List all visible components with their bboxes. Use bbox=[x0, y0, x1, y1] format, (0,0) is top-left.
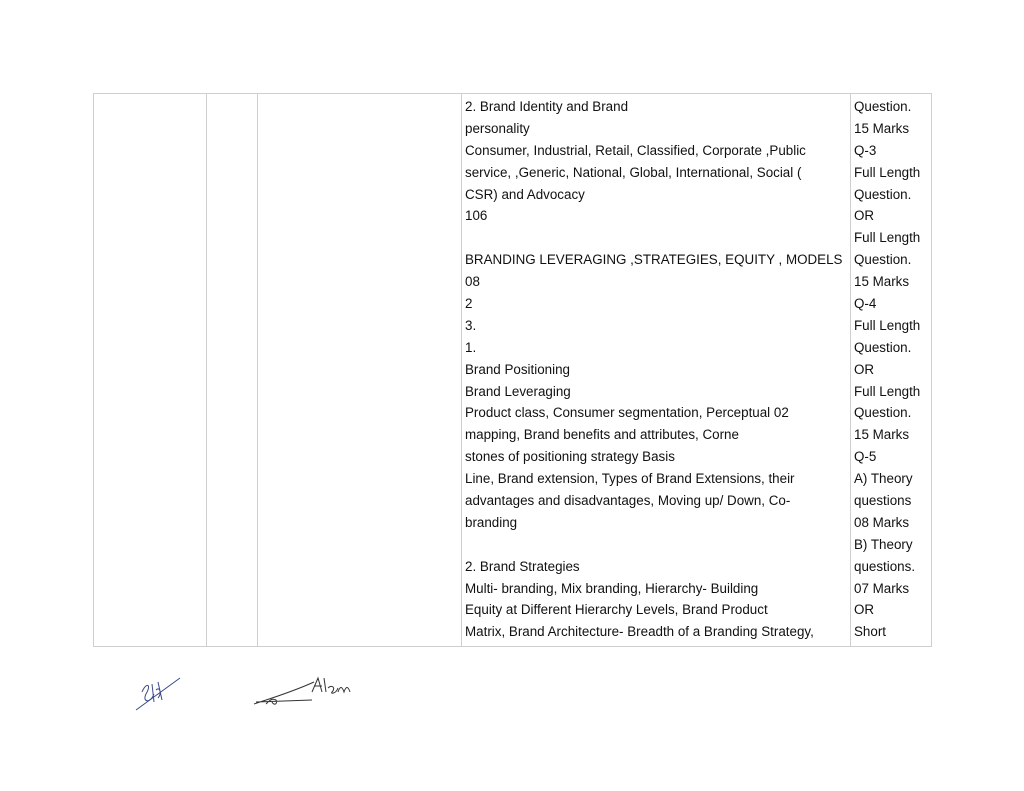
content-cell bbox=[462, 94, 851, 647]
exam-line: questions bbox=[854, 493, 912, 509]
content-line: 1. bbox=[465, 339, 477, 355]
empty-cell-col3 bbox=[258, 94, 462, 647]
empty-cell-col2 bbox=[207, 94, 258, 647]
content-line bbox=[465, 227, 847, 249]
content-line: BRANDING LEVERAGING ,STRATEGIES, EQUITY , MODELS bbox=[465, 252, 843, 268]
exam-line: 07 Marks bbox=[854, 580, 910, 596]
content-line: Consumer, Industrial, Retail, Classified, Corporate ,Public bbox=[465, 142, 806, 158]
exam-line: Question. bbox=[854, 252, 912, 268]
exam-line: A) Theory bbox=[854, 471, 913, 487]
exam-line: Question. bbox=[854, 99, 912, 114]
exam-line: Q-4 bbox=[854, 296, 877, 312]
exam-line: Full Length bbox=[854, 164, 921, 180]
signature-1 bbox=[132, 672, 184, 714]
exam-line: 15 Marks bbox=[854, 274, 910, 290]
content-line: 08 bbox=[465, 274, 480, 290]
exam-line: Question. bbox=[854, 405, 912, 421]
signature-2 bbox=[252, 674, 356, 708]
content-line: Equity at Different Hierarchy Levels, Brand Product bbox=[465, 602, 768, 618]
exam-line: Q-5 bbox=[854, 449, 877, 465]
content-line: Product class, Consumer segmentation, Perceptual 02 bbox=[465, 405, 789, 421]
content-line: 2. Brand Identity and Brand bbox=[465, 99, 629, 114]
content-line: stones of positioning strategy Basis bbox=[465, 449, 675, 465]
table-row bbox=[94, 94, 932, 647]
exam-line: Full Length bbox=[854, 317, 921, 333]
content-line: mapping, Brand benefits and attributes, Corne bbox=[465, 427, 739, 443]
exam-line: Question. bbox=[854, 186, 912, 202]
exam-line: Short bbox=[854, 624, 887, 640]
content-line bbox=[465, 534, 847, 556]
exam-line: OR bbox=[854, 602, 875, 618]
exam-line: OR bbox=[854, 208, 875, 224]
exam-line: 15 Marks bbox=[854, 120, 910, 136]
content-line: Brand Leveraging bbox=[465, 383, 571, 399]
content-line: advantages and disadvantages, Moving up/ Down, Co- bbox=[465, 493, 791, 509]
content-line: 3. bbox=[465, 317, 477, 333]
exam-line: B) Theory bbox=[854, 536, 913, 552]
exam-line: 08 Marks bbox=[854, 514, 910, 530]
exam-pattern-cell bbox=[851, 94, 932, 647]
exam-line: Full Length bbox=[854, 383, 921, 399]
content-line: 106 bbox=[465, 208, 488, 224]
content-line: Matrix, Brand Architecture- Breadth of a Branding Strategy, bbox=[465, 624, 814, 640]
content-line: Line, Brand extension, Types of Brand Extensions, their bbox=[465, 471, 795, 487]
syllabus-table bbox=[93, 93, 932, 647]
empty-cell-col1 bbox=[94, 94, 207, 647]
exam-line: Full Length bbox=[854, 230, 921, 246]
content-line: 2 bbox=[465, 296, 473, 312]
content-line: CSR) and Advocacy bbox=[465, 186, 585, 202]
exam-line: Question. bbox=[854, 339, 912, 355]
content-line: 2. Brand Strategies bbox=[465, 558, 580, 574]
content-line: Multi- branding, Mix branding, Hierarchy- Building bbox=[465, 580, 759, 596]
exam-line: questions. bbox=[854, 558, 916, 574]
content-line: service, ,Generic, National, Global, International, Social ( bbox=[465, 164, 802, 180]
content-line: branding bbox=[465, 514, 518, 530]
content-line: personality bbox=[465, 120, 530, 136]
exam-line: OR bbox=[854, 361, 875, 377]
exam-line: Q-3 bbox=[854, 142, 877, 158]
content-line: Brand Positioning bbox=[465, 361, 570, 377]
exam-line: 15 Marks bbox=[854, 427, 910, 443]
